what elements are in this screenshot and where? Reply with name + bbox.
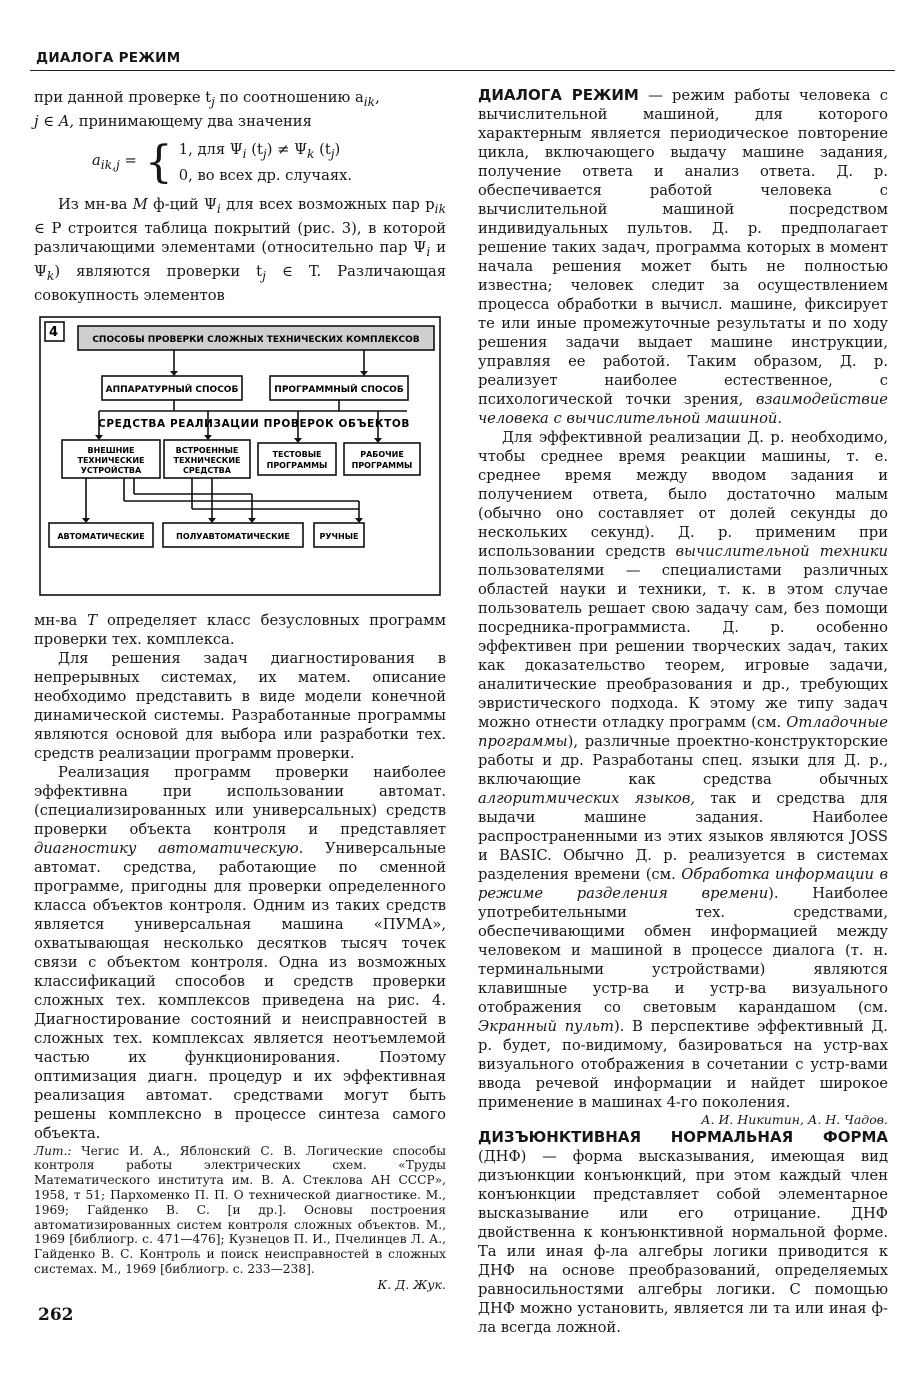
embedded-label-3: СРЕДСТВА [183, 465, 231, 475]
literature-list: Лит.: Чегис И. А., Яблонский С. В. Логические способы контроля работы электрических схем. «Труды Математического института им. В. А. Стеклова АН СССР», 1958, т 51; Пархоменко П. П. О технической диагностике. М., 1969; Гайденко В. С. [и др.]. Основы построения автоматизированных систем контроля сложных объектов. М., 1969 [библиогр. с. 471—476]; Кузнецов П. И., Пчелинцев Л. А., Гайденко В. С. Контроль и поиск неисправностей в сложных системах. М., 1969 [библиогр. с. 233—238]. [34, 1143, 446, 1277]
work-label-1: РАБОЧИЕ [360, 449, 404, 459]
running-head: ДИАЛОГА РЕЖИМ [36, 50, 181, 66]
means-label: СРЕДСТВА РЕАЛИЗАЦИИ ПРОВЕРОК ОБЪЕКТОВ [98, 417, 410, 430]
external-label-2: ТЕХНИЧЕСКИЕ [77, 455, 145, 465]
embedded-label-2: ТЕХНИЧЕСКИЕ [173, 455, 241, 465]
entry-dialog-mode: ДИАЛОГА РЕЖИМ — режим работы человека с вычислительной машиной, для которого характерным является периодическое повторение цикла, включающего выдачу машине задания, получение ответа и анализ ответа. Д. р. обеспечивается работой человека с вычислительной машиной посредством индивидуальных пультов. Д. р. предполагает решение таких задач, программа которых в момент начала решения может быть не полностью известна; человек следит за осуществлением процесса обработки в вычисл. машине, фиксирует те или иные промежуточные результаты и по ходу решения задачи выдает машине инструкции, управляя ее работой. Таким образом, Д. р. реализует наиболее естественное, с психологической точки зрения, взаимодействие человека с вычислительной машиной. [478, 86, 888, 427]
fig-box-work [344, 443, 420, 475]
figure-number: 4 [49, 324, 59, 340]
figure-title: СПОСОБЫ ПРОВЕРКИ СЛОЖНЫХ ТЕХНИЧЕСКИХ КОМПЛЕКСОВ [92, 334, 420, 345]
work-label-2: ПРОГРАММЫ [351, 460, 413, 470]
entry-dnf: ДИЗЪЮНКТИВНАЯ НОРМАЛЬНАЯ ФОРМА (ДНФ) — форма высказывания, имеющая вид дизъюнкции конъюнкций, при этом каждый член конъюнкции представляет собой элементарное высказывание или его отрицание. ДНФ двойственна к конъюнктивной нормальной форме. Та или иная ф-ла алгебры логики приводится к ДНФ на основе преобразований, определяемых равносильностями алгебры логики. С помощью ДНФ можно установить, является ли та или иная ф-ла всегда ложной. [478, 1128, 888, 1336]
paragraph-automation: Реализация программ проверки наиболее эффективна при использовании автомат. (специализированных или универсальных) средств проверки объекта контроля и представляет диагностику автоматическую. Универсальные автомат. средства, работающие по сменной программе, пригодны для проверки определенного класса объектов контроля. Одним из таких средств является универсальная машина «ПУМА», охватывающая несколько десятков тысяч точек связи с объектом контроля. Одна из возможных классификаций способов и средств проверки сложных тех. комплексов приведена на рис. 4. Диагностирование состояний и неисправностей в сложных тех. комплексах является неотъемлемой частью их функционирования. Поэтому оптимизация диагн. процедур и их эффективная реализация автомат. средствами могут быть решены комплексно в процессе синтеза самого объекта. [34, 763, 446, 1142]
test-label-2: ПРОГРАММЫ [266, 460, 328, 470]
external-label-3: УСТРОЙСТВА [80, 465, 142, 475]
test-label-1: ТЕСТОВЫЕ [272, 449, 322, 459]
paragraph-after-figure: мн-ва T определяет класс безусловных программ проверки тех. комплекса. [34, 611, 446, 648]
paragraph-efficiency: Для эффективной реализации Д. р. необходимо, чтобы среднее время реакции машины, т. е. среднее время между вводом задания и получением ответа, было достаточно малым (обычно оно составляет от долей секунды до нескольких секунд). Д. р. применим при использовании средств вычислительной техники пользователями — специалистами различных областей науки и техники, т. к. в этом случае пользователь решает свою задачу сам, без помощи посредника-программиста. Д. р. особенно эффективен при решении творческих задач, таких как доказательство теорем, игровые задачи, аналитические преобразования и др., требующих эвристического подхода. К этому же типу задач можно отнести отладку программ (см. Отладочные программы), различные проектно-конструкторские работы и др. Разработаны спец. языки для Д. р., включающие как средства обычных алгоритмических языков, так и средства для выдачи машине задания. Наиболее распространенными из этих языков являются JOSS и BASIC. Обычно Д. р. реализуется в системах разделения времени (см. Обработка информации в режиме разделения времени). Наиболее употребительными тех. средствами, обеспечивающими обмен информацией между человеком и машиной в процессе диалога (т. н. терминальными устройствами) являются клавишные устр-ва и устр-ва визуального отображения со световым карандашом (см. Экранный пульт). В перспективе эффективный Д. р. будет, по-видимому, базироваться на устр-вах визуального отображения в сочетании с устр-вами ввода речевой информации и найдет широкое применение в машинах 4-го поколения. [478, 429, 889, 1111]
paragraph-coverage-table: Из мн-ва M ф-ций $\Psi_i$ для всех возможных пар $p_{ik}$ ∈ P строится таблица покрытий (рис. 3), в которой различающими элементами (относительно пар $\Psi_i$ и $\Psi_k$) являются проверки $t_j$ ∈ T. Различающая совокупность элементов [34, 195, 447, 304]
header-rule [30, 70, 895, 71]
semi-label: ПОЛУАВТОМАТИЧЕСКИЕ [176, 531, 290, 541]
embedded-label-1: ВСТРОЕННЫЕ [175, 445, 239, 455]
hardware-label: АППАРАТУРНЫЙ СПОСОБ [105, 384, 239, 395]
signature-right: А. И. Никитин, А. Н. Чадов. [701, 1112, 888, 1127]
fig-box-test [258, 443, 336, 475]
external-label-1: ВНЕШНИЕ [87, 445, 135, 455]
software-label: ПРОГРАММНЫЙ СПОСОБ [274, 384, 404, 395]
entry-title-dnf: ДИЗЪЮНКТИВНАЯ НОРМАЛЬНАЯ ФОРМА [478, 1128, 888, 1146]
entry-title-dialog-mode: ДИАЛОГА РЕЖИМ [478, 86, 639, 104]
page-number: 262 [38, 1305, 74, 1325]
formula: $a_{ik,j}$ = { 1, для $\Psi_i$ $(t_j) \ne \Psi_k$ $(t_j)$ 0, во всех др. случаях. [92, 136, 353, 188]
figure-4-diagram [34, 315, 446, 601]
right-column [478, 86, 888, 1337]
manual-label: РУЧНЫЕ [319, 531, 359, 541]
auto-label: АВТОМАТИЧЕСКИЕ [57, 531, 145, 541]
paragraph-continuous-systems: Для решения задач диагностирования в непрерывных системах, их матем. описание необходимо представить в виде модели конечной динамической системы. Разработанные программы являются основой для выбора или разработки тех. средств реализации программ проверки. [34, 649, 446, 762]
left-column [34, 88, 446, 1293]
brace-glyph: { [144, 136, 173, 188]
paragraph-check: при данной проверке $t_j$ по соотношению $a_{ik}$, j ∈ A, принимающему два значения [34, 89, 380, 130]
signature-left: К. Д. Жук. [377, 1276, 446, 1292]
